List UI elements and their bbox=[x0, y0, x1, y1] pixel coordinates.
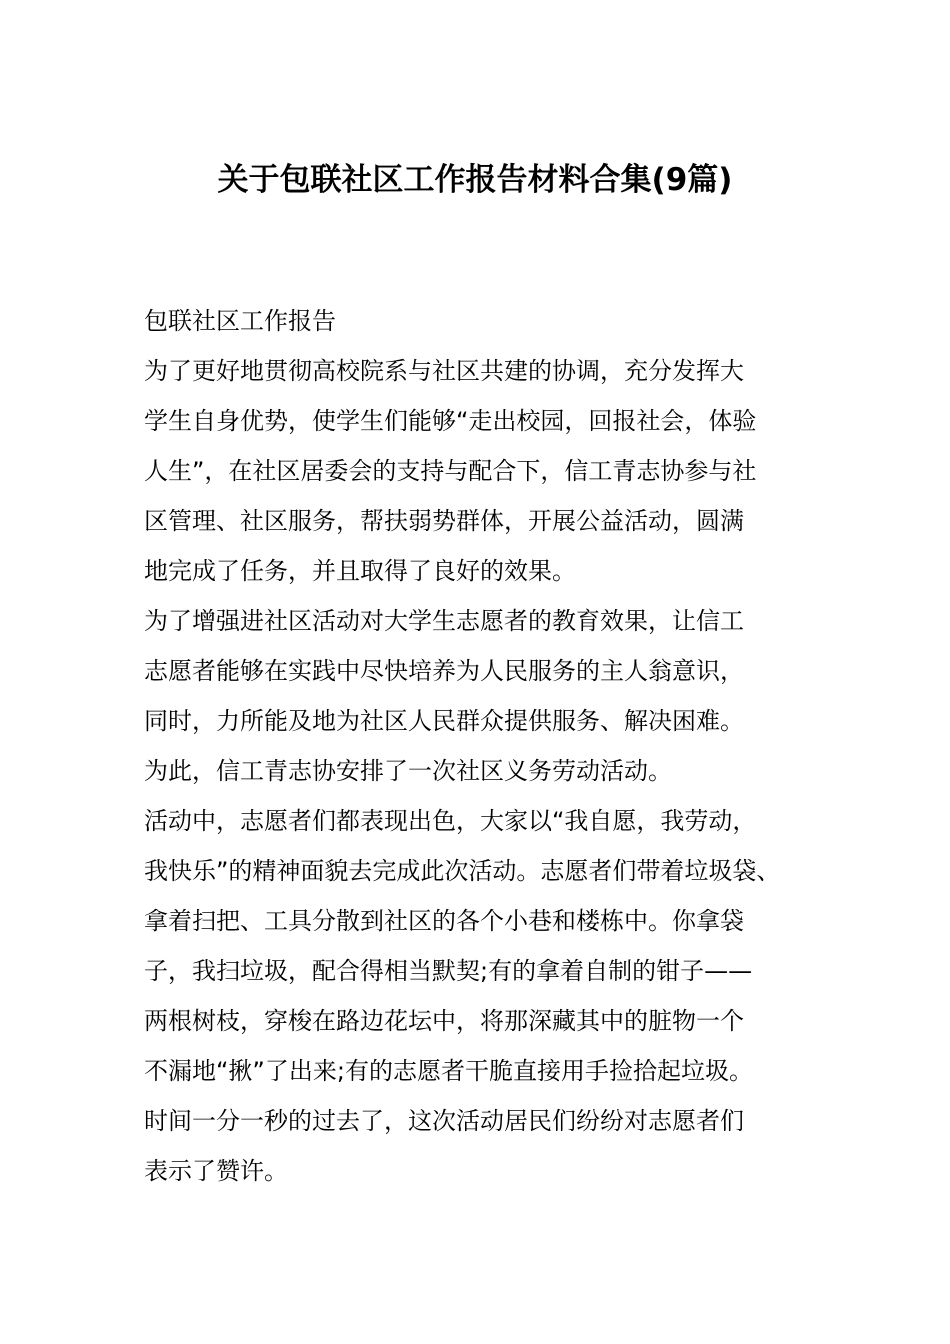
body-line: 志愿者能够在实践中尽快培养为人民服务的主人翁意识， bbox=[144, 657, 744, 685]
body-line: 人生”，在社区居委会的支持与配合下，信工青志协参与社 bbox=[144, 457, 757, 485]
body-line: 区管理、社区服务，帮扶弱势群体，开展公益活动，圆满 bbox=[144, 507, 744, 535]
body-line: 时间一分一秒的过去了，这次活动居民们纷纷对志愿者们 bbox=[144, 1107, 744, 1135]
document-body bbox=[144, 296, 834, 1196]
body-line: 为此，信工青志协安排了一次社区义务劳动活动。 bbox=[144, 757, 672, 785]
document-title: 关于包联社区工作报告材料合集(9篇) bbox=[217, 162, 733, 198]
body-line: 两根树枝，穿梭在路边花坛中，将那深藏其中的脏物一个 bbox=[144, 1007, 744, 1035]
body-line: 不漏地“揪”了出来;有的志愿者干脆直接用手捡拾起垃圾。 bbox=[144, 1057, 753, 1085]
body-line: 地完成了任务，并且取得了良好的效果。 bbox=[144, 557, 576, 585]
body-line: 表示了赞许。 bbox=[144, 1157, 288, 1185]
section-heading: 包联社区工作报告 bbox=[144, 307, 336, 335]
body-line: 子，我扫垃圾，配合得相当默契;有的拿着自制的钳子—— bbox=[144, 957, 753, 985]
body-line: 学生自身优势，使学生们能够“走出校园，回报社会，体验 bbox=[144, 407, 757, 435]
body-line: 同时，力所能及地为社区人民群众提供服务、解决困难。 bbox=[144, 707, 744, 735]
body-line: 我快乐”的精神面貌去完成此次活动。志愿者们带着垃圾袋、 bbox=[144, 857, 781, 885]
body-line: 拿着扫把、工具分散到社区的各个小巷和楼栋中。你拿袋 bbox=[144, 907, 744, 935]
body-line: 为了更好地贯彻高校院系与社区共建的协调，充分发挥大 bbox=[144, 357, 744, 385]
body-line: 为了增强进社区活动对大学生志愿者的教育效果，让信工 bbox=[144, 607, 744, 635]
body-line: 活动中，志愿者们都表现出色，大家以“我自愿，我劳动， bbox=[144, 807, 757, 835]
